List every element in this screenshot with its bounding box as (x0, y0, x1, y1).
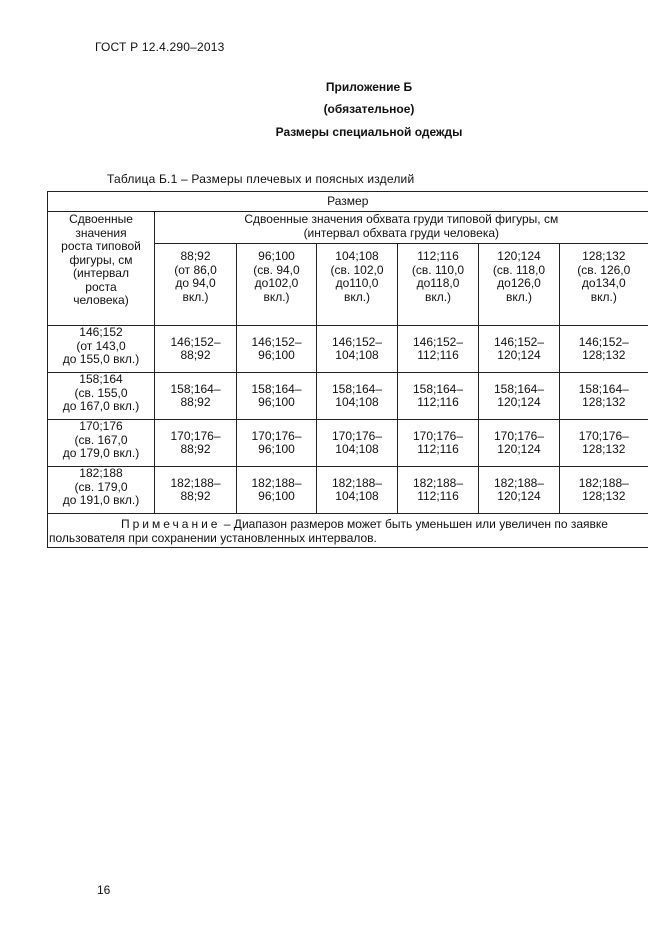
height-cell: 182;188 (св. 179,0 до 191,0 вкл.) (48, 467, 155, 514)
size-header-row (48, 192, 648, 212)
appendix-title: Приложение Б (325, 80, 413, 94)
chest-column-header: 120;124 (св. 118,0 до126,0 вкл.) (479, 244, 560, 326)
size-cell: 158;164– 128;132 (560, 373, 648, 420)
appendix-subtitle: Размеры специальной одежды (275, 125, 463, 139)
size-cell: 158;164– 112;116 (398, 373, 479, 420)
size-cell: 158;164– 96;100 (237, 373, 317, 420)
height-cell: 146;152 (от 143,0 до 155,0 вкл.) (48, 326, 155, 373)
chest-header-row (48, 212, 648, 244)
height-cell: 170;176 (св. 167,0 до 179,0 вкл.) (48, 420, 155, 467)
table-caption: Таблица Б.1 – Размеры плечевых и поясных изделий (107, 172, 415, 186)
size-cell: 158;164– 104;108 (317, 373, 398, 420)
note-text: – Диапазон размеров может быть уменьшен или увеличен по заявке пользователя при сохранении установленных интервалов. (49, 517, 608, 545)
size-cell: 182;188– 88;92 (155, 467, 237, 514)
size-cell: 182;188– 104;108 (317, 467, 398, 514)
size-header: Размер (48, 192, 648, 212)
size-cell: 182;188– 112;116 (398, 467, 479, 514)
chest-column-header: 96;100 (св. 94,0 до102,0 вкл.) (237, 244, 317, 326)
size-cell: 146;152– 112;116 (398, 326, 479, 373)
size-cell: 158;164– 120;124 (479, 373, 560, 420)
note-row (48, 514, 648, 548)
table-row (48, 467, 648, 514)
chest-column-header: 112;116 (св. 110,0 до118,0 вкл.) (398, 244, 479, 326)
note-label: Примечание (121, 517, 221, 531)
size-cell: 146;152– 104;108 (317, 326, 398, 373)
size-cell: 170;176– 128;132 (560, 420, 648, 467)
table-row (48, 420, 648, 467)
size-cell: 146;152– 96;100 (237, 326, 317, 373)
size-cell: 146;152– 128;132 (560, 326, 648, 373)
page-number: 16 (97, 883, 111, 897)
size-cell: 158;164– 88;92 (155, 373, 237, 420)
size-cell: 170;176– 96;100 (237, 420, 317, 467)
chest-column-header: 128;132 (св. 126,0 до134,0 вкл.) (560, 244, 648, 326)
size-cell: 182;188– 128;132 (560, 467, 648, 514)
table-note (48, 514, 648, 548)
size-cell: 170;176– 120;124 (479, 420, 560, 467)
height-cell: 158;164 (св. 155,0 до 167,0 вкл.) (48, 373, 155, 420)
document-header: ГОСТ Р 12.4.290–2013 (95, 40, 225, 54)
height-column-header: Сдвоенные значения роста типовой фигуры, см (интервал роста человека) (48, 212, 155, 326)
size-cell: 170;176– 104;108 (317, 420, 398, 467)
sizes-table (47, 191, 648, 548)
appendix-status: (обязательное) (323, 102, 415, 116)
size-cell: 146;152– 120;124 (479, 326, 560, 373)
table-row (48, 373, 648, 420)
table-container (47, 191, 661, 548)
chest-column-header: 104;108 (св. 102,0 до110,0 вкл.) (317, 244, 398, 326)
chest-column-header: 88;92 (от 86,0 до 94,0 вкл.) (155, 244, 237, 326)
table-body (48, 192, 648, 548)
size-cell: 182;188– 96;100 (237, 467, 317, 514)
table-row (48, 326, 648, 373)
size-cell: 182;188– 120;124 (479, 467, 560, 514)
size-cell: 170;176– 112;116 (398, 420, 479, 467)
chest-header: Сдвоенные значения обхвата груди типовой фигуры, см (интервал обхвата груди человека) (155, 212, 648, 244)
size-cell: 146;152– 88;92 (155, 326, 237, 373)
size-cell: 170;176– 88;92 (155, 420, 237, 467)
